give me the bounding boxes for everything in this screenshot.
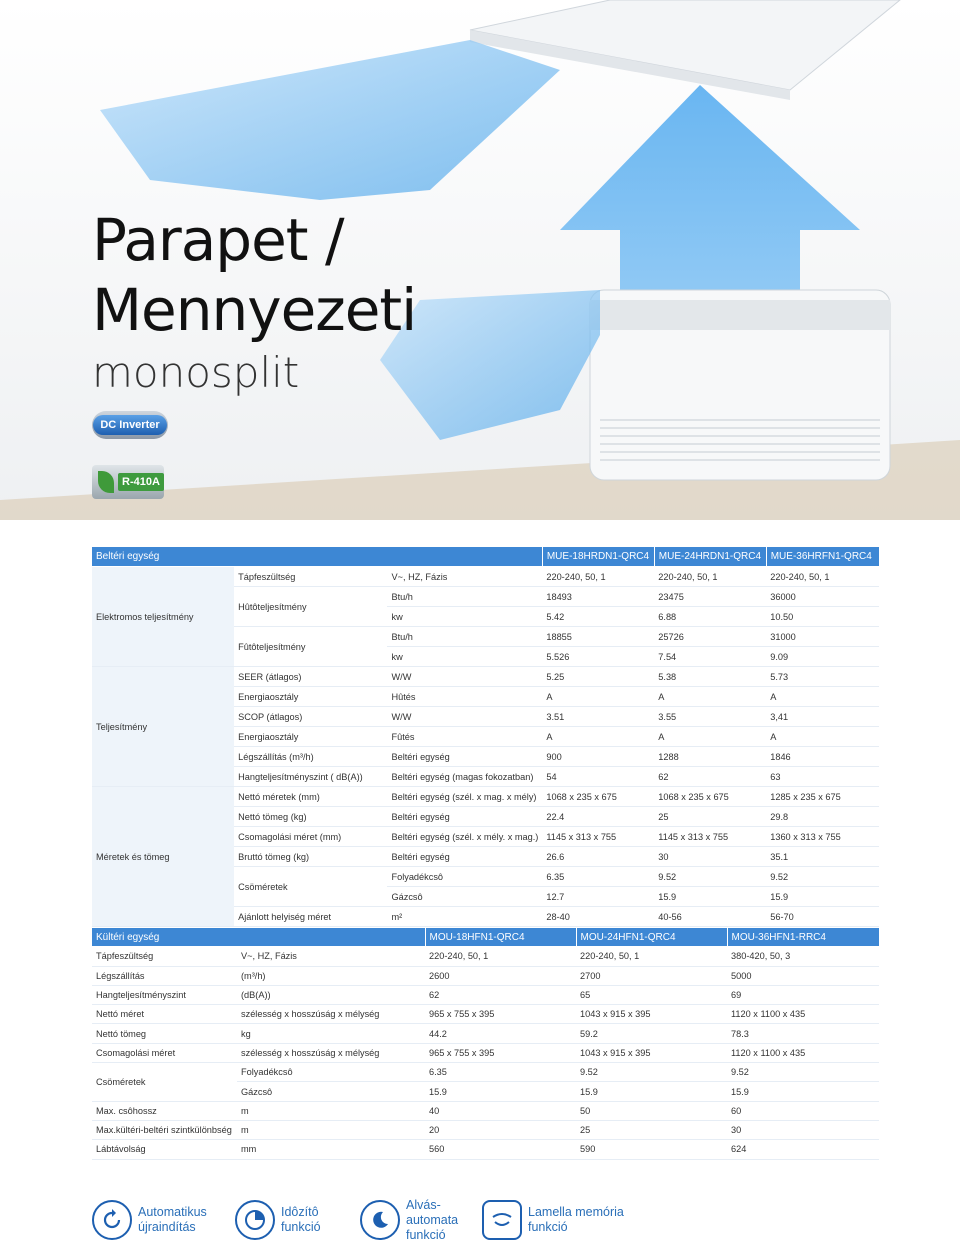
leaf-icon	[98, 471, 114, 493]
indoor-value: 9.09	[766, 647, 879, 667]
indoor-value: 26.6	[542, 847, 654, 867]
outdoor-row	[92, 947, 879, 966]
indoor-unit: Beltéri egység (szél. x mag. x mély)	[387, 787, 542, 807]
indoor-value: A	[654, 687, 766, 707]
outdoor-unit: m	[237, 1120, 425, 1139]
indoor-value: 900	[542, 747, 654, 767]
outdoor-value: 2600	[425, 966, 576, 985]
indoor-value: A	[542, 727, 654, 747]
outdoor-param: Hangteljesítményszint	[92, 985, 237, 1004]
outdoor-value: 380-420, 50, 3	[727, 947, 879, 966]
indoor-model-2: MUE-24HRDN1-QRC4	[654, 547, 766, 567]
indoor-group-label: Méretek és tömeg	[92, 787, 234, 927]
outdoor-value: 9.52	[576, 1063, 727, 1082]
indoor-unit: W/W	[387, 707, 542, 727]
outdoor-value: 50	[576, 1101, 727, 1120]
outdoor-param: Légszállítás	[92, 966, 237, 985]
indoor-value: 1145 x 313 x 755	[542, 827, 654, 847]
outdoor-row	[92, 1101, 879, 1120]
outdoor-value: 1043 x 915 x 395	[576, 1043, 727, 1062]
indoor-unit: Beltéri egység	[387, 847, 542, 867]
sleep-icon	[360, 1200, 400, 1240]
indoor-unit: Beltéri egység (magas fokozatban)	[387, 767, 542, 787]
indoor-value: 30	[654, 847, 766, 867]
indoor-unit: Gázcsô	[387, 887, 542, 907]
outdoor-unit: szélesség x hosszúság x mélység	[237, 1043, 425, 1062]
indoor-param: Nettó tömeg (kg)	[234, 807, 387, 827]
outdoor-value: 220-240, 50, 1	[576, 947, 727, 966]
indoor-unit: Btu/h	[387, 587, 542, 607]
outdoor-model-2: MOU-24HFN1-QRC4	[576, 928, 727, 947]
indoor-unit: Beltéri egység	[387, 747, 542, 767]
indoor-unit: kw	[387, 607, 542, 627]
outdoor-value: 62	[425, 985, 576, 1004]
outdoor-value: 6.35	[425, 1063, 576, 1082]
outdoor-value: 44.2	[425, 1024, 576, 1043]
outdoor-spec-table	[92, 928, 879, 1160]
outdoor-unit: mm	[237, 1140, 425, 1159]
indoor-param: Nettó méretek (mm)	[234, 787, 387, 807]
svg-text:z: z	[382, 1214, 385, 1220]
outdoor-value: 1043 x 915 x 395	[576, 1005, 727, 1024]
outdoor-value: 624	[727, 1140, 879, 1159]
indoor-spec-table	[92, 547, 879, 927]
indoor-param: Hangteljesítményszint ( dB(A))	[234, 767, 387, 787]
indoor-value: 63	[766, 767, 879, 787]
indoor-param: Energiaosztály	[234, 687, 387, 707]
indoor-value: 40-56	[654, 907, 766, 927]
indoor-group-label: Teljesítmény	[92, 667, 234, 787]
outdoor-value: 9.52	[727, 1063, 879, 1082]
indoor-value: 15.9	[766, 887, 879, 907]
indoor-value: 6.88	[654, 607, 766, 627]
indoor-value: 9.52	[654, 867, 766, 887]
outdoor-unit: Folyadékcsô	[237, 1063, 425, 1082]
outdoor-unit: m	[237, 1101, 425, 1120]
indoor-value: 5.42	[542, 607, 654, 627]
indoor-unit: V~, HZ, Fázis	[387, 567, 542, 587]
indoor-value: 9.52	[766, 867, 879, 887]
feature-louver-label: Lamella memória funkció	[528, 1205, 624, 1234]
indoor-value: 25	[654, 807, 766, 827]
indoor-group-label: Elektromos teljesítmény	[92, 567, 234, 667]
indoor-value: A	[766, 687, 879, 707]
outdoor-param: Nettó méret	[92, 1005, 237, 1024]
outdoor-param: Nettó tömeg	[92, 1024, 237, 1043]
outdoor-param: Max. csôhossz	[92, 1101, 237, 1120]
feature-louver	[482, 1195, 628, 1245]
indoor-value: 29.8	[766, 807, 879, 827]
outdoor-row	[92, 1140, 879, 1159]
outdoor-value: 1120 x 1100 x 435	[727, 1005, 879, 1024]
title-line-3: monosplit	[92, 348, 300, 397]
outdoor-header-row	[92, 928, 879, 947]
indoor-value: 25726	[654, 627, 766, 647]
indoor-param: Csomagolási méret (mm)	[234, 827, 387, 847]
indoor-value: 5.25	[542, 667, 654, 687]
outdoor-value: 15.9	[576, 1082, 727, 1101]
outdoor-row	[92, 966, 879, 985]
indoor-value: 62	[654, 767, 766, 787]
outdoor-value: 69	[727, 985, 879, 1004]
indoor-value: 5.38	[654, 667, 766, 687]
indoor-unit: Folyadékcsô	[387, 867, 542, 887]
outdoor-row	[92, 1120, 879, 1139]
feature-sleep	[360, 1195, 466, 1245]
indoor-model-3: MUE-36HRFN1-QRC4	[766, 547, 879, 567]
outdoor-value: 965 x 755 x 395	[425, 1005, 576, 1024]
indoor-model-1: MUE-18HRDN1-QRC4	[542, 547, 654, 567]
indoor-value: 220-240, 50, 1	[654, 567, 766, 587]
indoor-unit: m²	[387, 907, 542, 927]
louver-memory-icon	[482, 1200, 522, 1240]
indoor-value: 1068 x 235 x 675	[654, 787, 766, 807]
outdoor-param: Lábtávolság	[92, 1140, 237, 1159]
dc-inverter-label: DC Inverter	[93, 415, 166, 435]
indoor-value: 15.9	[654, 887, 766, 907]
outdoor-value: 590	[576, 1140, 727, 1159]
feature-bar	[92, 1195, 882, 1245]
indoor-value: 18493	[542, 587, 654, 607]
indoor-unit: Beltéri egység (szél. x mély. x mag.)	[387, 827, 542, 847]
outdoor-model-1: MOU-18HFN1-QRC4	[425, 928, 576, 947]
feature-timer	[235, 1195, 331, 1245]
indoor-value: 36000	[766, 587, 879, 607]
outdoor-value: 59.2	[576, 1024, 727, 1043]
dc-inverter-badge	[92, 411, 168, 439]
refrigerant-label: R-410A	[118, 473, 164, 491]
indoor-value: 5.73	[766, 667, 879, 687]
indoor-unit: Hûtés	[387, 687, 542, 707]
outdoor-param: Csomagolási méret	[92, 1043, 237, 1062]
restart-icon	[92, 1200, 132, 1240]
outdoor-param: Tápfeszültség	[92, 947, 237, 966]
outdoor-param: Csöméretek	[92, 1063, 237, 1102]
indoor-value: 54	[542, 767, 654, 787]
indoor-value: A	[542, 687, 654, 707]
indoor-value: 1288	[654, 747, 766, 767]
outdoor-value: 965 x 755 x 395	[425, 1043, 576, 1062]
feature-restart	[92, 1195, 218, 1245]
outdoor-row	[92, 1043, 879, 1062]
outdoor-header-label: Kültéri egység	[92, 928, 425, 947]
outdoor-row	[92, 1024, 879, 1043]
indoor-unit: Beltéri egység	[387, 807, 542, 827]
outdoor-value: 2700	[576, 966, 727, 985]
outdoor-unit: Gázcsô	[237, 1082, 425, 1101]
indoor-unit: kw	[387, 647, 542, 667]
outdoor-row	[92, 1005, 879, 1024]
outdoor-value: 15.9	[425, 1082, 576, 1101]
outdoor-value: 1120 x 1100 x 435	[727, 1043, 879, 1062]
indoor-value: 220-240, 50, 1	[766, 567, 879, 587]
title-line-1: Parapet /	[92, 206, 344, 274]
outdoor-value: 560	[425, 1140, 576, 1159]
indoor-param: Energiaosztály	[234, 727, 387, 747]
outdoor-unit: (m³/h)	[237, 966, 425, 985]
timer-icon	[235, 1200, 275, 1240]
indoor-value: 56-70	[766, 907, 879, 927]
outdoor-row	[92, 985, 879, 1004]
indoor-value: 3,41	[766, 707, 879, 727]
indoor-unit: Fûtés	[387, 727, 542, 747]
outdoor-value: 20	[425, 1120, 576, 1139]
outdoor-value: 30	[727, 1120, 879, 1139]
feature-timer-label: Idôzítô funkció	[281, 1205, 321, 1234]
indoor-value: 1360 x 313 x 755	[766, 827, 879, 847]
title-line-2: Mennyezeti	[92, 276, 417, 344]
indoor-value: 22.4	[542, 807, 654, 827]
indoor-row	[92, 567, 879, 587]
indoor-param: Fûtôteljesítmény	[234, 627, 387, 667]
indoor-value: 3.55	[654, 707, 766, 727]
outdoor-unit: V~, HZ, Fázis	[237, 947, 425, 966]
outdoor-model-3: MOU-36HFN1-RRC4	[727, 928, 879, 947]
indoor-param: SCOP (átlagos)	[234, 707, 387, 727]
feature-sleep-label: Alvás-automata funkció	[406, 1197, 459, 1242]
indoor-value: 31000	[766, 627, 879, 647]
indoor-value: 28-40	[542, 907, 654, 927]
outdoor-value: 78.3	[727, 1024, 879, 1043]
outdoor-unit: szélesség x hosszúság x mélység	[237, 1005, 425, 1024]
indoor-row	[92, 667, 879, 687]
indoor-value: 23475	[654, 587, 766, 607]
indoor-value: 18855	[542, 627, 654, 647]
indoor-value: 220-240, 50, 1	[542, 567, 654, 587]
indoor-value: 1846	[766, 747, 879, 767]
indoor-unit: Btu/h	[387, 627, 542, 647]
indoor-param: Tápfeszültség	[234, 567, 387, 587]
indoor-value: 35.1	[766, 847, 879, 867]
indoor-value: 12.7	[542, 887, 654, 907]
indoor-value: 3.51	[542, 707, 654, 727]
indoor-value: 1068 x 235 x 675	[542, 787, 654, 807]
outdoor-value: 65	[576, 985, 727, 1004]
indoor-value: A	[766, 727, 879, 747]
outdoor-unit: (dB(A))	[237, 985, 425, 1004]
indoor-param: Hûtôteljesítmény	[234, 587, 387, 627]
indoor-value: 1145 x 313 x 755	[654, 827, 766, 847]
feature-restart-label: Automatikus újraindítás	[138, 1205, 207, 1234]
indoor-header-row	[92, 547, 879, 567]
outdoor-param: Max.kültéri-beltéri szintkülönbség	[92, 1120, 237, 1139]
indoor-param: Csöméretek	[234, 867, 387, 907]
outdoor-value: 220-240, 50, 1	[425, 947, 576, 966]
indoor-param: Bruttó tömeg (kg)	[234, 847, 387, 867]
indoor-unit: W/W	[387, 667, 542, 687]
indoor-header-label: Beltéri egység	[92, 547, 542, 567]
outdoor-row	[92, 1063, 879, 1082]
indoor-value: 6.35	[542, 867, 654, 887]
indoor-value: 10.50	[766, 607, 879, 627]
indoor-param: SEER (átlagos)	[234, 667, 387, 687]
indoor-value: 5.526	[542, 647, 654, 667]
indoor-value: 7.54	[654, 647, 766, 667]
indoor-value: A	[654, 727, 766, 747]
refrigerant-badge	[92, 465, 164, 499]
indoor-row	[92, 787, 879, 807]
outdoor-value: 25	[576, 1120, 727, 1139]
indoor-param: Légszállítás (m³/h)	[234, 747, 387, 767]
indoor-value: 1285 x 235 x 675	[766, 787, 879, 807]
outdoor-value: 15.9	[727, 1082, 879, 1101]
outdoor-value: 5000	[727, 966, 879, 985]
indoor-param: Ajánlott helyiség méret	[234, 907, 387, 927]
outdoor-value: 40	[425, 1101, 576, 1120]
outdoor-unit: kg	[237, 1024, 425, 1043]
outdoor-value: 60	[727, 1101, 879, 1120]
